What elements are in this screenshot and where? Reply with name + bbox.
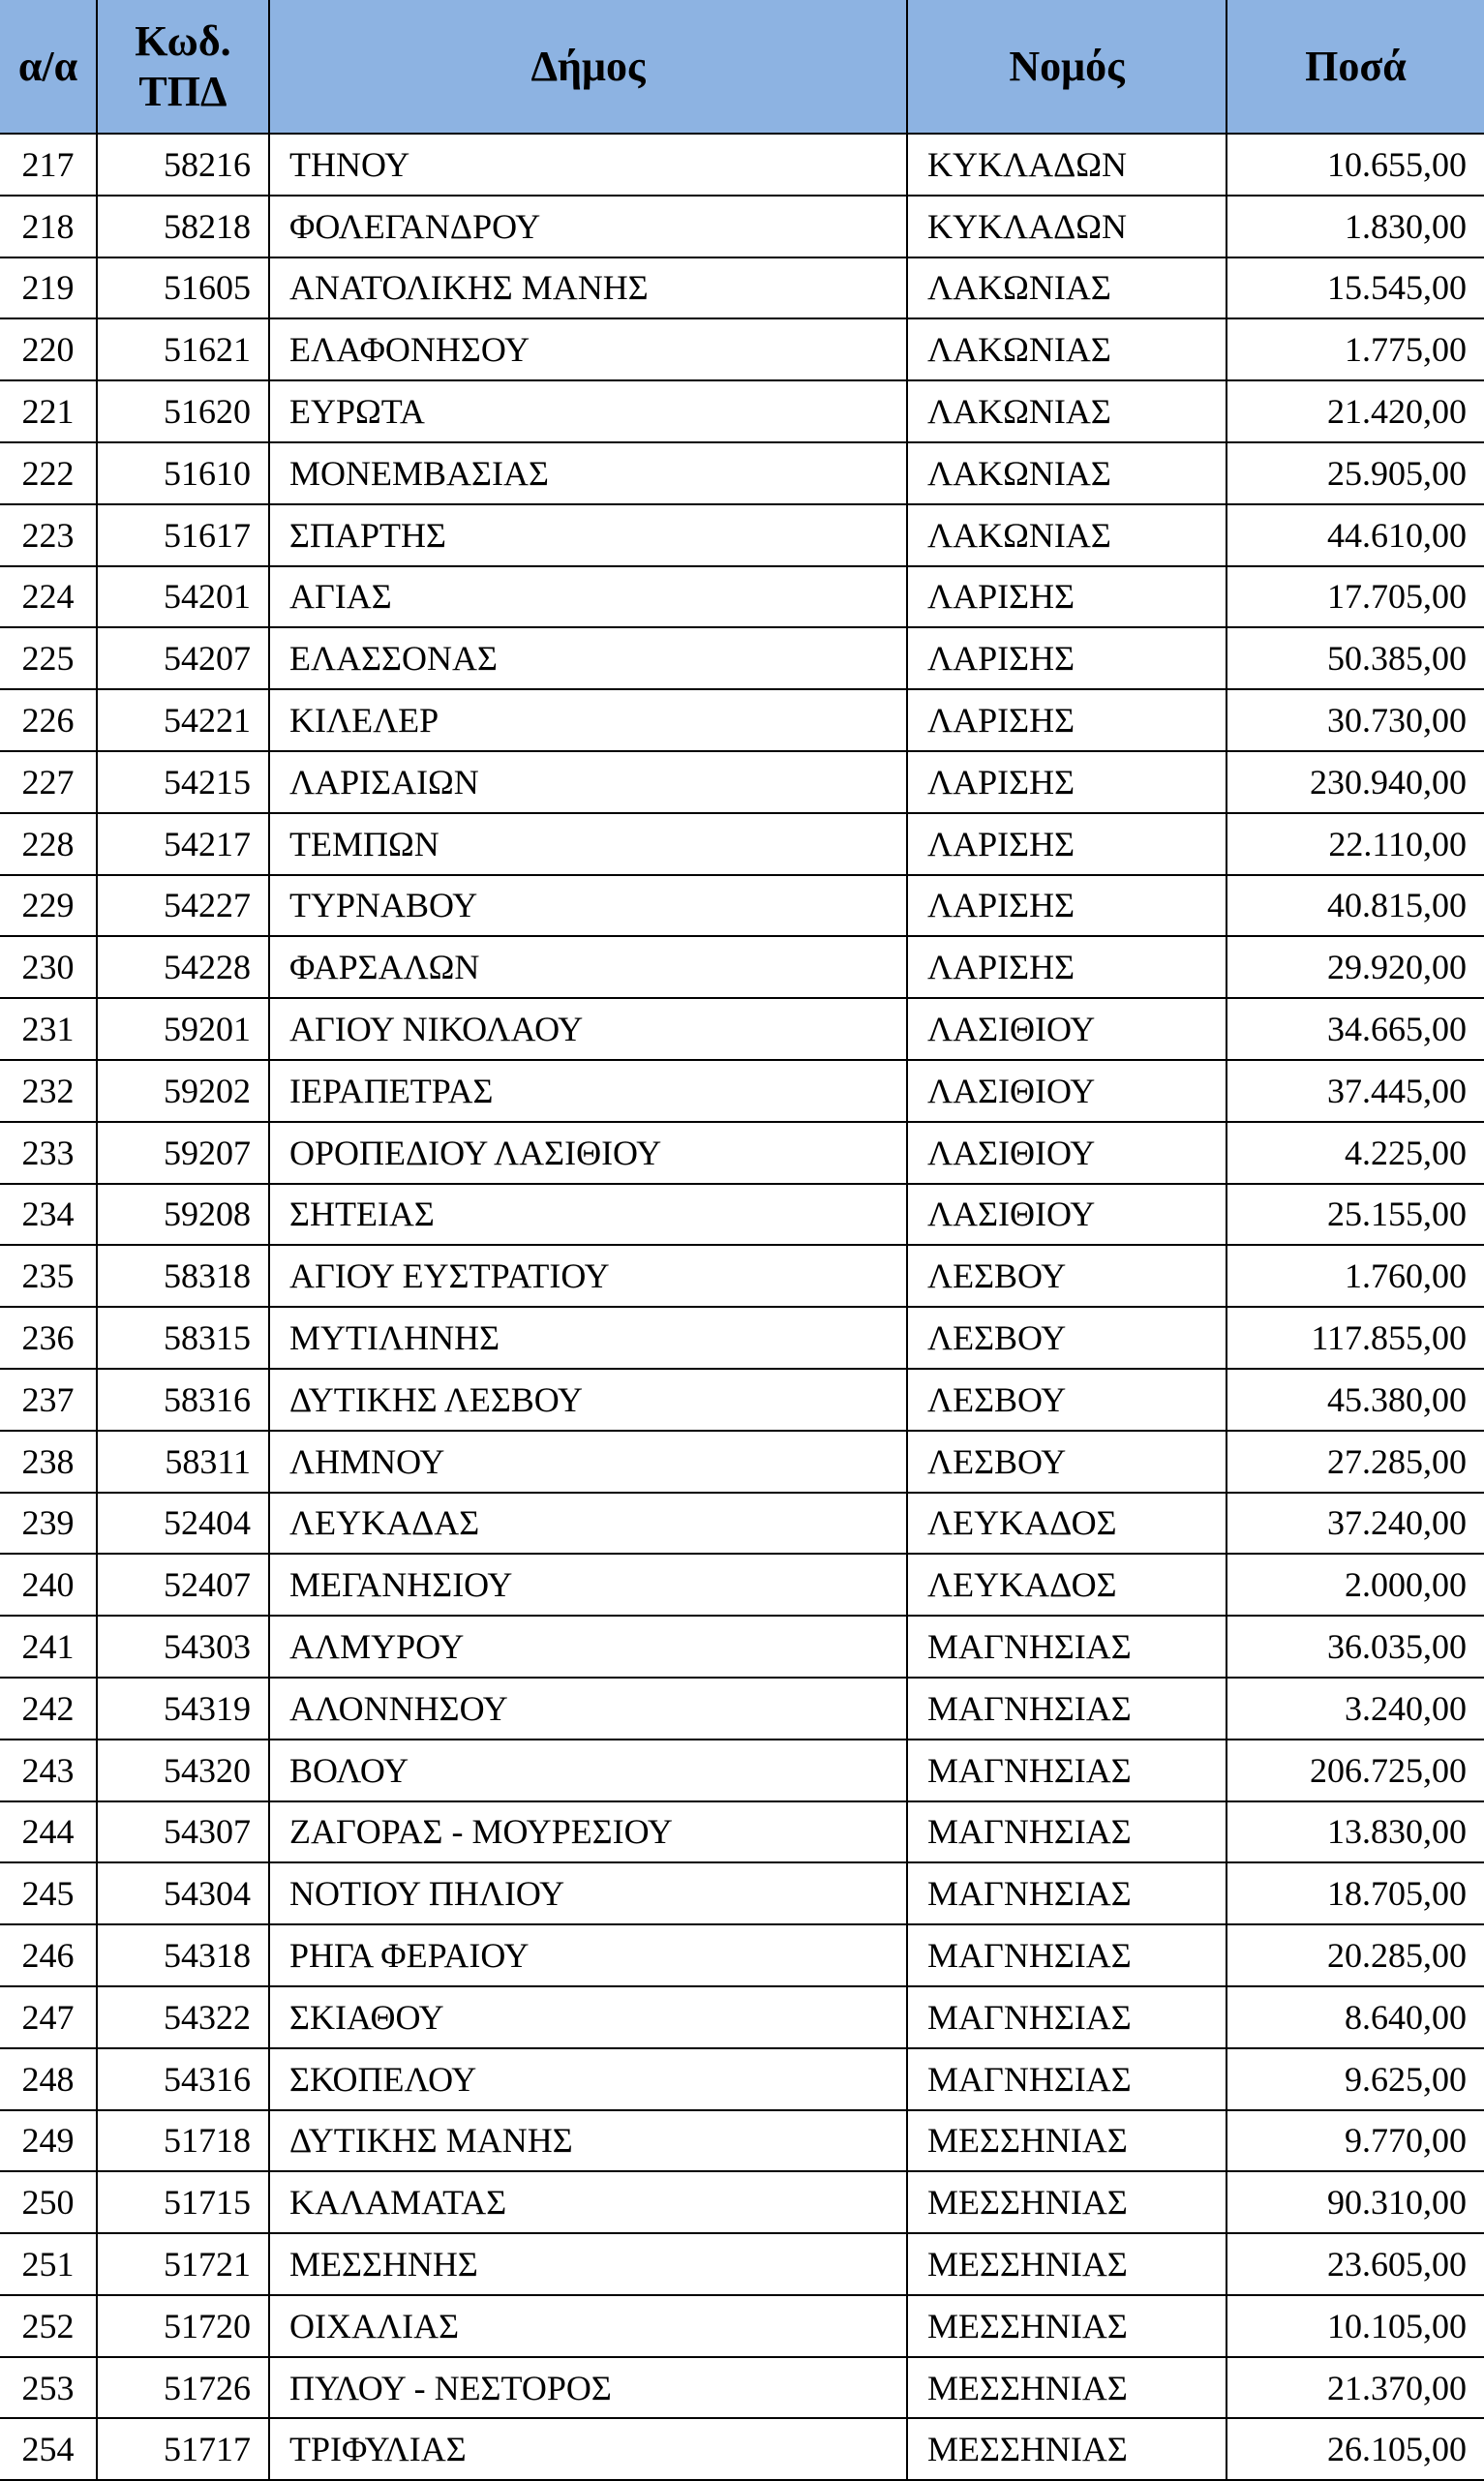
amount-cell: 2.000,00 bbox=[1227, 1554, 1484, 1616]
table-row bbox=[0, 1678, 1484, 1740]
tpd-code-cell: 54316 bbox=[97, 2048, 269, 2110]
table-row bbox=[0, 2048, 1484, 2110]
table-row bbox=[0, 196, 1484, 257]
tpd-code-cell: 54307 bbox=[97, 1801, 269, 1863]
municipality-cell: ΣΚΙΑΘΟΥ bbox=[269, 1986, 907, 2048]
prefecture-cell: ΛΕΣΒΟΥ bbox=[907, 1245, 1227, 1307]
amount-cell: 15.545,00 bbox=[1227, 257, 1484, 319]
header-aa: α/α bbox=[0, 0, 97, 134]
table-row bbox=[0, 1060, 1484, 1122]
amount-cell: 45.380,00 bbox=[1227, 1369, 1484, 1431]
row-number-cell: 219 bbox=[0, 257, 97, 319]
municipality-cell: ΑΓΙΟΥ ΕΥΣΤΡΑΤΙΟΥ bbox=[269, 1245, 907, 1307]
municipality-cell: ΣΗΤΕΙΑΣ bbox=[269, 1184, 907, 1246]
row-number-cell: 238 bbox=[0, 1431, 97, 1493]
amount-cell: 206.725,00 bbox=[1227, 1740, 1484, 1801]
table-row bbox=[0, 627, 1484, 689]
municipality-cell: ΔΥΤΙΚΗΣ ΜΑΝΗΣ bbox=[269, 2110, 907, 2172]
municipality-cell: ΜΕΓΑΝΗΣΙΟΥ bbox=[269, 1554, 907, 1616]
tpd-code-cell: 54318 bbox=[97, 1924, 269, 1986]
municipality-cell: ΕΛΑΦΟΝΗΣΟΥ bbox=[269, 318, 907, 380]
tpd-code-cell: 58218 bbox=[97, 196, 269, 257]
prefecture-cell: ΛΑΚΩΝΙΑΣ bbox=[907, 380, 1227, 442]
municipality-cell: ΑΓΙΑΣ bbox=[269, 566, 907, 628]
header-code-line2: ΤΠΔ bbox=[138, 67, 227, 115]
amount-cell: 4.225,00 bbox=[1227, 1122, 1484, 1184]
tpd-code-cell: 54304 bbox=[97, 1862, 269, 1924]
prefecture-cell: ΛΑΣΙΘΙΟΥ bbox=[907, 1122, 1227, 1184]
prefecture-cell: ΜΕΣΣΗΝΙΑΣ bbox=[907, 2233, 1227, 2295]
municipality-cell: ΡΗΓΑ ΦΕΡΑΙΟΥ bbox=[269, 1924, 907, 1986]
prefecture-cell: ΛΑΡΙΣΗΣ bbox=[907, 689, 1227, 751]
table-row bbox=[0, 1369, 1484, 1431]
prefecture-cell: ΜΕΣΣΗΝΙΑΣ bbox=[907, 2171, 1227, 2233]
prefecture-cell: ΛΑΡΙΣΗΣ bbox=[907, 627, 1227, 689]
amount-cell: 37.240,00 bbox=[1227, 1493, 1484, 1555]
tpd-code-cell: 58318 bbox=[97, 1245, 269, 1307]
header-posa: Ποσά bbox=[1227, 0, 1484, 134]
row-number-cell: 244 bbox=[0, 1801, 97, 1863]
table-row bbox=[0, 2357, 1484, 2419]
tpd-code-cell: 54320 bbox=[97, 1740, 269, 1801]
row-number-cell: 222 bbox=[0, 442, 97, 504]
table-header bbox=[0, 0, 1484, 134]
row-number-cell: 229 bbox=[0, 875, 97, 937]
tpd-code-cell: 51720 bbox=[97, 2295, 269, 2357]
row-number-cell: 240 bbox=[0, 1554, 97, 1616]
municipality-cell: ΤΗΝΟΥ bbox=[269, 134, 907, 196]
table-row bbox=[0, 1862, 1484, 1924]
tpd-code-cell: 51617 bbox=[97, 504, 269, 566]
municipality-cell: ΖΑΓΟΡΑΣ - ΜΟΥΡΕΣΙΟΥ bbox=[269, 1801, 907, 1863]
row-number-cell: 220 bbox=[0, 318, 97, 380]
table-row bbox=[0, 566, 1484, 628]
amount-cell: 23.605,00 bbox=[1227, 2233, 1484, 2295]
prefecture-cell: ΛΑΚΩΝΙΑΣ bbox=[907, 504, 1227, 566]
prefecture-cell: ΛΑΣΙΘΙΟΥ bbox=[907, 1184, 1227, 1246]
row-number-cell: 234 bbox=[0, 1184, 97, 1246]
prefecture-cell: ΜΑΓΝΗΣΙΑΣ bbox=[907, 1986, 1227, 2048]
amount-cell: 25.155,00 bbox=[1227, 1184, 1484, 1246]
table-row bbox=[0, 1616, 1484, 1678]
tpd-code-cell: 51605 bbox=[97, 257, 269, 319]
prefecture-cell: ΜΕΣΣΗΝΙΑΣ bbox=[907, 2110, 1227, 2172]
table-row bbox=[0, 1122, 1484, 1184]
tpd-code-cell: 51717 bbox=[97, 2418, 269, 2480]
prefecture-cell: ΛΕΣΒΟΥ bbox=[907, 1431, 1227, 1493]
row-number-cell: 228 bbox=[0, 813, 97, 875]
tpd-code-cell: 54319 bbox=[97, 1678, 269, 1740]
municipality-cell: ΤΥΡΝΑΒΟΥ bbox=[269, 875, 907, 937]
prefecture-cell: ΛΑΣΙΘΙΟΥ bbox=[907, 1060, 1227, 1122]
table-body bbox=[0, 134, 1484, 2480]
header-dimos: Δήμος bbox=[269, 0, 907, 134]
tpd-code-cell: 51718 bbox=[97, 2110, 269, 2172]
amount-cell: 37.445,00 bbox=[1227, 1060, 1484, 1122]
table-row bbox=[0, 2110, 1484, 2172]
municipality-cell: ΦΑΡΣΑΛΩΝ bbox=[269, 936, 907, 998]
prefecture-cell: ΛΑΚΩΝΙΑΣ bbox=[907, 257, 1227, 319]
amount-cell: 230.940,00 bbox=[1227, 751, 1484, 813]
tpd-code-cell: 52404 bbox=[97, 1493, 269, 1555]
tpd-code-cell: 54228 bbox=[97, 936, 269, 998]
municipality-cell: ΠΥΛΟΥ - ΝΕΣΤΟΡΟΣ bbox=[269, 2357, 907, 2419]
municipality-cell: ΚΙΛΕΛΕΡ bbox=[269, 689, 907, 751]
table-row bbox=[0, 380, 1484, 442]
tpd-code-cell: 54221 bbox=[97, 689, 269, 751]
tpd-code-cell: 54303 bbox=[97, 1616, 269, 1678]
amount-cell: 29.920,00 bbox=[1227, 936, 1484, 998]
amount-cell: 1.760,00 bbox=[1227, 1245, 1484, 1307]
table-row bbox=[0, 504, 1484, 566]
municipality-cell: ΜΥΤΙΛΗΝΗΣ bbox=[269, 1307, 907, 1369]
table-row bbox=[0, 134, 1484, 196]
prefecture-cell: ΜΑΓΝΗΣΙΑΣ bbox=[907, 1740, 1227, 1801]
municipality-cell: ΤΡΙΦΥΛΙΑΣ bbox=[269, 2418, 907, 2480]
tpd-code-cell: 59208 bbox=[97, 1184, 269, 1246]
prefecture-cell: ΛΑΡΙΣΗΣ bbox=[907, 936, 1227, 998]
amount-cell: 34.665,00 bbox=[1227, 998, 1484, 1060]
table-row bbox=[0, 689, 1484, 751]
prefecture-cell: ΜΕΣΣΗΝΙΑΣ bbox=[907, 2295, 1227, 2357]
row-number-cell: 218 bbox=[0, 196, 97, 257]
tpd-code-cell: 54201 bbox=[97, 566, 269, 628]
row-number-cell: 237 bbox=[0, 1369, 97, 1431]
prefecture-cell: ΚΥΚΛΑΔΩΝ bbox=[907, 196, 1227, 257]
amount-cell: 44.610,00 bbox=[1227, 504, 1484, 566]
amount-cell: 13.830,00 bbox=[1227, 1801, 1484, 1863]
municipality-cell: ΦΟΛΕΓΑΝΔΡΟΥ bbox=[269, 196, 907, 257]
amount-cell: 21.420,00 bbox=[1227, 380, 1484, 442]
table-row bbox=[0, 2233, 1484, 2295]
amount-cell: 21.370,00 bbox=[1227, 2357, 1484, 2419]
amount-cell: 9.770,00 bbox=[1227, 2110, 1484, 2172]
municipality-cell: ΑΓΙΟΥ ΝΙΚΟΛΑΟΥ bbox=[269, 998, 907, 1060]
table-row bbox=[0, 2418, 1484, 2480]
tpd-code-cell: 58316 bbox=[97, 1369, 269, 1431]
municipality-cell: ΛΗΜΝΟΥ bbox=[269, 1431, 907, 1493]
municipality-cell: ΤΕΜΠΩΝ bbox=[269, 813, 907, 875]
prefecture-cell: ΜΑΓΝΗΣΙΑΣ bbox=[907, 1616, 1227, 1678]
municipality-cell: ΑΝΑΤΟΛΙΚΗΣ ΜΑΝΗΣ bbox=[269, 257, 907, 319]
row-number-cell: 231 bbox=[0, 998, 97, 1060]
row-number-cell: 253 bbox=[0, 2357, 97, 2419]
row-number-cell: 248 bbox=[0, 2048, 97, 2110]
row-number-cell: 242 bbox=[0, 1678, 97, 1740]
amount-cell: 36.035,00 bbox=[1227, 1616, 1484, 1678]
municipality-cell: ΙΕΡΑΠΕΤΡΑΣ bbox=[269, 1060, 907, 1122]
prefecture-cell: ΛΕΥΚΑΔΟΣ bbox=[907, 1554, 1227, 1616]
prefecture-cell: ΛΑΡΙΣΗΣ bbox=[907, 751, 1227, 813]
table-row bbox=[0, 1924, 1484, 1986]
municipality-cell: ΣΠΑΡΤΗΣ bbox=[269, 504, 907, 566]
table-row bbox=[0, 998, 1484, 1060]
row-number-cell: 252 bbox=[0, 2295, 97, 2357]
amount-cell: 10.105,00 bbox=[1227, 2295, 1484, 2357]
prefecture-cell: ΜΑΓΝΗΣΙΑΣ bbox=[907, 1862, 1227, 1924]
header-row bbox=[0, 0, 1484, 134]
table-row bbox=[0, 1801, 1484, 1863]
prefecture-cell: ΜΑΓΝΗΣΙΑΣ bbox=[907, 2048, 1227, 2110]
amount-cell: 90.310,00 bbox=[1227, 2171, 1484, 2233]
row-number-cell: 230 bbox=[0, 936, 97, 998]
amount-cell: 8.640,00 bbox=[1227, 1986, 1484, 2048]
amount-cell: 10.655,00 bbox=[1227, 134, 1484, 196]
prefecture-cell: ΛΑΡΙΣΗΣ bbox=[907, 875, 1227, 937]
row-number-cell: 239 bbox=[0, 1493, 97, 1555]
tpd-code-cell: 58315 bbox=[97, 1307, 269, 1369]
municipality-cell: ΒΟΛΟΥ bbox=[269, 1740, 907, 1801]
table-row bbox=[0, 1431, 1484, 1493]
prefecture-cell: ΛΑΣΙΘΙΟΥ bbox=[907, 998, 1227, 1060]
tpd-code-cell: 59201 bbox=[97, 998, 269, 1060]
table-row bbox=[0, 257, 1484, 319]
row-number-cell: 227 bbox=[0, 751, 97, 813]
municipality-cell: ΜΕΣΣΗΝΗΣ bbox=[269, 2233, 907, 2295]
municipality-cell: ΕΥΡΩΤΑ bbox=[269, 380, 907, 442]
row-number-cell: 250 bbox=[0, 2171, 97, 2233]
table-row bbox=[0, 936, 1484, 998]
table-row bbox=[0, 1554, 1484, 1616]
prefecture-cell: ΛΕΣΒΟΥ bbox=[907, 1307, 1227, 1369]
table-row bbox=[0, 875, 1484, 937]
tpd-code-cell: 51721 bbox=[97, 2233, 269, 2295]
table-row bbox=[0, 2295, 1484, 2357]
tpd-code-cell: 54227 bbox=[97, 875, 269, 937]
header-code bbox=[97, 0, 269, 134]
amount-cell: 20.285,00 bbox=[1227, 1924, 1484, 1986]
table-row bbox=[0, 1184, 1484, 1246]
row-number-cell: 217 bbox=[0, 134, 97, 196]
row-number-cell: 221 bbox=[0, 380, 97, 442]
prefecture-cell: ΛΕΣΒΟΥ bbox=[907, 1369, 1227, 1431]
amount-cell: 18.705,00 bbox=[1227, 1862, 1484, 1924]
amount-cell: 1.775,00 bbox=[1227, 318, 1484, 380]
tpd-code-cell: 51726 bbox=[97, 2357, 269, 2419]
municipality-cell: ΕΛΑΣΣΟΝΑΣ bbox=[269, 627, 907, 689]
tpd-code-cell: 59202 bbox=[97, 1060, 269, 1122]
row-number-cell: 223 bbox=[0, 504, 97, 566]
row-number-cell: 249 bbox=[0, 2110, 97, 2172]
tpd-code-cell: 51715 bbox=[97, 2171, 269, 2233]
municipality-cell: ΣΚΟΠΕΛΟΥ bbox=[269, 2048, 907, 2110]
amount-cell: 27.285,00 bbox=[1227, 1431, 1484, 1493]
table-row bbox=[0, 318, 1484, 380]
amount-cell: 50.385,00 bbox=[1227, 627, 1484, 689]
amount-cell: 1.830,00 bbox=[1227, 196, 1484, 257]
prefecture-cell: ΛΑΚΩΝΙΑΣ bbox=[907, 442, 1227, 504]
tpd-code-cell: 58216 bbox=[97, 134, 269, 196]
tpd-code-cell: 54207 bbox=[97, 627, 269, 689]
municipality-cell: ΝΟΤΙΟΥ ΠΗΛΙΟΥ bbox=[269, 1862, 907, 1924]
row-number-cell: 251 bbox=[0, 2233, 97, 2295]
row-number-cell: 236 bbox=[0, 1307, 97, 1369]
prefecture-cell: ΛΕΥΚΑΔΟΣ bbox=[907, 1493, 1227, 1555]
row-number-cell: 247 bbox=[0, 1986, 97, 2048]
table-row bbox=[0, 1740, 1484, 1801]
table-row bbox=[0, 1307, 1484, 1369]
tpd-code-cell: 54217 bbox=[97, 813, 269, 875]
tpd-code-cell: 54215 bbox=[97, 751, 269, 813]
tpd-code-cell: 51621 bbox=[97, 318, 269, 380]
tpd-code-cell: 54322 bbox=[97, 1986, 269, 2048]
municipality-cell: ΚΑΛΑΜΑΤΑΣ bbox=[269, 2171, 907, 2233]
prefecture-cell: ΛΑΡΙΣΗΣ bbox=[907, 813, 1227, 875]
municipality-cell: ΟΙΧΑΛΙΑΣ bbox=[269, 2295, 907, 2357]
row-number-cell: 232 bbox=[0, 1060, 97, 1122]
row-number-cell: 246 bbox=[0, 1924, 97, 1986]
amount-cell: 117.855,00 bbox=[1227, 1307, 1484, 1369]
prefecture-cell: ΜΕΣΣΗΝΙΑΣ bbox=[907, 2357, 1227, 2419]
row-number-cell: 233 bbox=[0, 1122, 97, 1184]
table-row bbox=[0, 751, 1484, 813]
amount-cell: 17.705,00 bbox=[1227, 566, 1484, 628]
row-number-cell: 245 bbox=[0, 1862, 97, 1924]
table-row bbox=[0, 1493, 1484, 1555]
amount-cell: 25.905,00 bbox=[1227, 442, 1484, 504]
prefecture-cell: ΜΑΓΝΗΣΙΑΣ bbox=[907, 1678, 1227, 1740]
municipality-cell: ΑΛΟΝΝΗΣΟΥ bbox=[269, 1678, 907, 1740]
prefecture-cell: ΜΑΓΝΗΣΙΑΣ bbox=[907, 1924, 1227, 1986]
municipality-cell: ΑΛΜΥΡΟΥ bbox=[269, 1616, 907, 1678]
tpd-code-cell: 59207 bbox=[97, 1122, 269, 1184]
prefecture-cell: ΜΑΓΝΗΣΙΑΣ bbox=[907, 1801, 1227, 1863]
tpd-code-cell: 51620 bbox=[97, 380, 269, 442]
municipality-cell: ΟΡΟΠΕΔΙΟΥ ΛΑΣΙΘΙΟΥ bbox=[269, 1122, 907, 1184]
municipality-cell: ΔΥΤΙΚΗΣ ΛΕΣΒΟΥ bbox=[269, 1369, 907, 1431]
amount-cell: 3.240,00 bbox=[1227, 1678, 1484, 1740]
tpd-code-cell: 51610 bbox=[97, 442, 269, 504]
header-code-line1: Κωδ. bbox=[135, 16, 231, 65]
table-row bbox=[0, 813, 1484, 875]
amount-cell: 30.730,00 bbox=[1227, 689, 1484, 751]
row-number-cell: 226 bbox=[0, 689, 97, 751]
row-number-cell: 241 bbox=[0, 1616, 97, 1678]
row-number-cell: 224 bbox=[0, 566, 97, 628]
table-row bbox=[0, 1245, 1484, 1307]
municipality-cell: ΜΟΝΕΜΒΑΣΙΑΣ bbox=[269, 442, 907, 504]
amount-cell: 22.110,00 bbox=[1227, 813, 1484, 875]
prefecture-cell: ΛΑΚΩΝΙΑΣ bbox=[907, 318, 1227, 380]
prefecture-cell: ΜΕΣΣΗΝΙΑΣ bbox=[907, 2418, 1227, 2480]
table-row bbox=[0, 1986, 1484, 2048]
row-number-cell: 225 bbox=[0, 627, 97, 689]
municipality-cell: ΛΑΡΙΣΑΙΩΝ bbox=[269, 751, 907, 813]
row-number-cell: 254 bbox=[0, 2418, 97, 2480]
tpd-code-cell: 58311 bbox=[97, 1431, 269, 1493]
table-row bbox=[0, 2171, 1484, 2233]
amount-cell: 26.105,00 bbox=[1227, 2418, 1484, 2480]
amount-cell: 9.625,00 bbox=[1227, 2048, 1484, 2110]
row-number-cell: 235 bbox=[0, 1245, 97, 1307]
header-nomos: Νομός bbox=[907, 0, 1227, 134]
table-row bbox=[0, 442, 1484, 504]
amount-cell: 40.815,00 bbox=[1227, 875, 1484, 937]
municipality-cell: ΛΕΥΚΑΔΑΣ bbox=[269, 1493, 907, 1555]
prefecture-cell: ΚΥΚΛΑΔΩΝ bbox=[907, 134, 1227, 196]
tpd-code-cell: 52407 bbox=[97, 1554, 269, 1616]
row-number-cell: 243 bbox=[0, 1740, 97, 1801]
prefecture-cell: ΛΑΡΙΣΗΣ bbox=[907, 566, 1227, 628]
